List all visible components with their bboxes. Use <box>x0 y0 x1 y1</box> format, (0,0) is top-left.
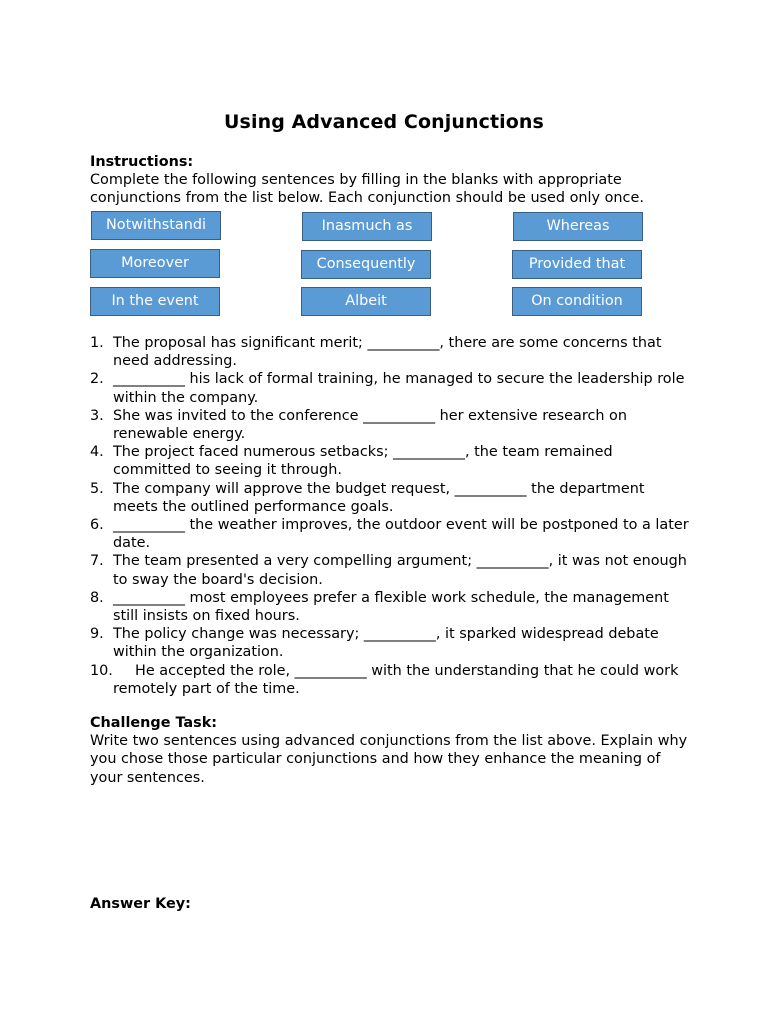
list-item-number: 5. <box>90 480 104 497</box>
list-item-text: __________ most employees prefer a flexible work schedule, the management still insists on fixed hours. <box>113 589 669 625</box>
word-box-on-condition: On condition <box>512 287 642 316</box>
list-item <box>90 552 690 588</box>
word-box-albeit: Albeit <box>301 287 431 316</box>
list-item-text: The project faced numerous setbacks; __________, the team remained committed to seeing it through. <box>113 444 613 479</box>
list-item-text: The team presented a very compelling argument; __________, it was not enough to sway the board's decision. <box>113 553 687 588</box>
challenge-heading: Challenge Task: <box>90 715 218 731</box>
answer-key-section <box>90 895 690 913</box>
list-item-number: 8. <box>90 589 104 606</box>
word-box-provided-that: Provided that <box>512 250 642 279</box>
list-item-text: The policy change was necessary; __________, it sparked widespread debate within the organization. <box>113 626 659 661</box>
list-item-text: The proposal has significant merit; __________, there are some concerns that need addressing. <box>113 335 662 370</box>
word-box-notwithstanding: Notwithstandi <box>91 211 221 240</box>
list-item-number: 2. <box>90 371 104 388</box>
list-item <box>90 662 690 698</box>
word-box-in-the-event: In the event <box>90 287 220 316</box>
list-item-number: 3. <box>90 407 104 424</box>
word-box-inasmuch-as: Inasmuch as <box>302 212 432 241</box>
list-item-number: 1. <box>90 335 104 351</box>
list-item <box>90 516 690 552</box>
list-item-number: 4. <box>90 444 104 461</box>
instructions-text: Complete the following sentences by filling in the blanks with appropriate conjunctions from the list below. Each conjunction should be used only once. <box>90 172 644 207</box>
list-item-text: She was invited to the conference __________ her extensive research on renewable energy. <box>113 407 627 443</box>
list-item-text: __________ the weather improves, the outdoor event will be postponed to a later date. <box>113 517 689 552</box>
sentence-list <box>90 334 690 698</box>
list-item-number: 10. <box>90 662 113 679</box>
list-item <box>90 625 690 661</box>
page-title: Using Advanced Conjunctions <box>224 111 544 133</box>
challenge-text: Write two sentences using advanced conjunctions from the list above. Explain why you chose those particular conjunctions and how they enhance the meaning of your sentences. <box>90 733 688 786</box>
list-item-number: 6. <box>90 517 104 534</box>
conjunction-word-bank <box>90 211 646 318</box>
list-item-text: The company will approve the budget request, __________ the department meets the outlined performance goals. <box>113 480 645 515</box>
list-item <box>90 407 690 443</box>
list-item <box>90 443 690 479</box>
list-item <box>90 334 690 370</box>
word-box-moreover: Moreover <box>90 249 220 278</box>
list-item <box>90 589 690 625</box>
answer-key-heading: Answer Key: <box>90 896 191 912</box>
word-box-whereas: Whereas <box>513 212 643 241</box>
word-box-consequently: Consequently <box>301 250 431 279</box>
list-item <box>90 370 690 406</box>
instructions-section <box>90 153 690 208</box>
instructions-heading: Instructions: <box>90 154 194 170</box>
list-item <box>90 480 690 516</box>
list-item-number: 7. <box>90 553 104 570</box>
list-item-text: __________ his lack of formal training, he managed to secure the leadership role within the company. <box>113 371 685 406</box>
list-item-text: He accepted the role, __________ with the understanding that he could work remotely part of the time. <box>113 662 679 697</box>
challenge-section <box>90 714 690 787</box>
list-item-number: 9. <box>90 626 104 643</box>
